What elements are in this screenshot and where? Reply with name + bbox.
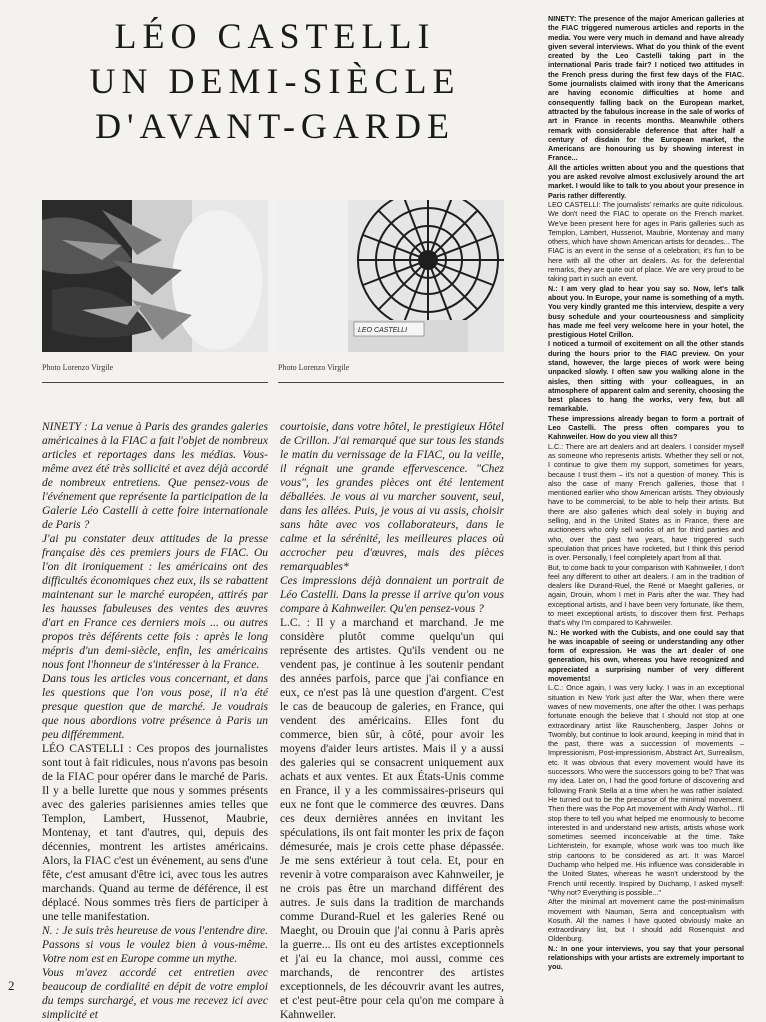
paragraph: LÉO CASTELLI : Ces propos des journalistes sont tout à fait ridicules, nous n'avons pas besoin de la FIAC pour opérer dans le marché de Paris. Il y a belle lurette que nous y sommes présents avec des galeries parisiennes amies telles que Templon, Lambert, Hussenot, Maubrie, Montenay, et tant d'autres, qui, depuis des décennies, montrent les artistes américains. Alors, la FIAC c'est un événement, au sens d'une fête, c'est amusant d'être ici, avec tous les autres marchands. Quand au terme de déférence, il est déplacé. Nous sommes très fiers de participer à une telle manifestation. bbox=[42, 743, 268, 923]
french-text-column-2 bbox=[280, 420, 504, 1022]
title-line-2: UN DEMI-SIÈCLE bbox=[89, 61, 461, 101]
paragraph: Dans tous les articles vous concernant, et dans les questions que l'on vous pose, il n'a été presque question que de marché. Je voudrais que nous abordions votre présence à Paris un peu différemment. bbox=[42, 673, 268, 741]
paragraph: Vous m'avez accordé cet entretien avec beaucoup de cordialité en dépit de votre emploi du temps surchargé, et vous me recevez ici avec simplicité et bbox=[42, 967, 268, 1021]
stand-sign-text: LEO CASTELLI bbox=[358, 327, 408, 334]
paragraph: N.: He worked with the Cubists, and one could say that he was incapable of seeing or understanding any other form of expression. He was the art dealer of one generation, his own, whereas you have recognized and appreciated a surprising number of very different movements! bbox=[548, 627, 744, 684]
paragraph: courtoisie, dans votre hôtel, le prestigieux Hôtel de Crillon. J'ai remarqué que sur tous les stands le matin du vernissage de la FIAC, ou la veille, il régnait une grande effervescence. "Chez vous", les grandes pièces ont été lentement déballées. Je vous ai vu marcher souvent, seul, dans les allées. Puis, je vous ai vu assis, choisir sans hâte avec vos collaborateurs, dans le calme et la sérénité, les meilleures places où accrocher peu d'œuvres, mais des pièces remarquables* bbox=[280, 421, 504, 573]
page-number: 2 bbox=[8, 978, 15, 993]
paragraph: NINETY: The presence of the major American galleries at the FIAC triggered numerous articles and reports in the media. You were very much in demand and have already given several interviews. What do you think of the event created by the Leo Castelli taking part in the international Paris trade fair? I noticed two attitudes in the French press during the first few days of the FIAC. Some journalists claimed with irony that the Americans are having economic difficulties at home and consequently falling back on the European market, attracted by the fabulous increase in the sale of works of art in France in recents months. Meanwhile others remark with considerable deference that after half a century of disdain for the European market, the Americans are honouring us by showing interest in France... bbox=[548, 14, 744, 163]
paragraph: L.C.: Once again, I was very lucky. I was in an exceptional situation in New York just after the War, when there were waves of new movements, one after the other. I was perhaps fortunate enough the believe that I should not stop at one extraordinary artist like Rauschenberg, Jasper Johns or Twombly, but continue to look around, keeping in mind that in the past, there was a succession of movements – Impressionism, Post-impressionism, Abstract Art, Surrealism, etc. It was obvious that every movement would have its successors. Who were the successors going to be? That was my idea. Later on, I had the good fortune of discovering and following Frank Stella at a time when he was rather isolated. He turned out to be the precursor of the minimal movement. Then there was the Pop Art movement with Andy Warhol... I'll stop there to tell you what helped me enormously to become interested in and understand new artists, artists whose work sometimes seemed inconceivable at the time. Take Lichtenstein, for example, whose work was too much like strip cartoons to be considered as art. It was Marcel Duchamp who helped me. His influence was considerable in the United States, whereas he wasn't understood by the French until recently. Inspired by Duchamp, I asked myself: "Why not? Everything is possible..." bbox=[548, 683, 744, 897]
paragraph: LEO CASTELLI: The journalists' remarks are quite ridiculous. We don't need the FIAC to operate on the French market. We've been present here for ages in Paris galleries such as Templon, Lambert, Hussenot, Maubrie, Montenay and many others, which have shown American artists for decades... The FIAC is an event in the sense of a celebration; it's fun to be here with all the other art dealers. As for the deferential remarks, they are quite out of place. We are very proud to be taking part in such an event. bbox=[548, 199, 744, 284]
paragraph: All the articles written about you and the questions that you are asked revolve almost exclusively around the art market. I would like to talk to you about your presence in Paris rather differently. bbox=[548, 162, 744, 200]
photo-caption-2: Photo Lorenzo Virgile bbox=[278, 363, 350, 372]
article-title bbox=[40, 14, 510, 149]
paragraph: L.C.: There are art dealers and art dealers. I consider myself as someone who represents artists. Whether they sell or not, I continue to give them my support, sometimes for years, because I trust them – it's not a question of money. This is also the case of many French galleries, those that I mentioned earlier who show American artists. They obviously have to be commercial, to be able to help their artists. But there are also galleries which deal solely in buying and selling, and in the United States as in France, there are auctioneers who only sell works of art for third parties and who, over the past two years, have triggered such speculation that prices have rocketed, but I think this period is over. Personally, I feel completely apart from all that. bbox=[548, 441, 744, 563]
caption-rule-1 bbox=[42, 382, 268, 383]
paragraph: These impressions already began to form a portrait of Leo Castelli. The press often compares you to Kahnweiler. How do you view all this? bbox=[548, 413, 744, 442]
paragraph: I noticed a turmoil of excitement on all the other stands during the hours prior to the FIAC preview. On your stand, however, the large pieces of work were being unpacked slowly. I often saw you walking alone in the aisles, then sitting with your colleagues, in an atmosphere of apparent calm and serenity, choosing the best places to hang the works, very few, but all remarkable. bbox=[548, 339, 744, 414]
paragraph: N.: I am very glad to hear you say so. Now, let's talk about you. In Europe, your name is something of a myth. You very kindly granted me this interview, despite a very busy schedule and your courteousness and simplicity has made me feel very welcome here in your hotel, the prestigious Hotel Crillon. bbox=[548, 283, 744, 340]
title-line-3: D'AVANT-GARDE bbox=[95, 106, 455, 146]
title-line-1: LÉO CASTELLI bbox=[114, 16, 436, 56]
paragraph: Ces impressions déjà donnaient un portrait de Léo Castelli. Dans la presse il arrive qu'on vous compare à Kahnweiler. Qu'en pensez-vous ? bbox=[280, 575, 504, 615]
photo-glass-dome bbox=[278, 200, 504, 352]
english-text-column bbox=[548, 14, 744, 972]
paragraph: L.C. : Il y a marchand et marchand. Je me considère plutôt comme quelqu'un qui représente des artistes. Qu'ils vendent ou ne vendent pas, je continue à les soutenir pendant des années parfois, parce que j'ai confiance en eux, ce n'est pas là une question d'argent. C'est le cas de beaucoup de galeries, en France, qui vendent des américains. Elles font du commerce, bien sûr, à côté, pour avoir les moyens d'aider leurs artistes. Mais il y a aussi des galeries qui se consacrent uniquement aux achats et aux ventes. Et aux États-Unis comme en France, il y a les commissaires-priseurs qui eux ne font que le commerce des œuvres. Dans ces deux dernières années en invitant les spéculations, ils ont fait monter les prix de façon démesurée, mais je crois cette phase dépassée. Je me sens extérieur à tout cela. Et, pour en revenir à votre comparaison avec Kahnweiler, je ne crois pas être un marchand différent des autres. Je suis dans la tradition de marchands comme Durand-Ruel et les galeries René ou Maeght, ou Drouin que j'ai connu à Paris après la guerre... Ils ont eu des artistes exceptionnels et j'ai eu la chance, moi aussi, comme ces marchands, de rencontrer des artistes exceptionnels, de les découvrir avant les autres, et c'est peut-être pour cela qu'on me compare à Kahnweiler. bbox=[280, 617, 504, 1021]
paragraph: N. : Je suis très heureuse de vous l'entendre dire. Passons si vous le voulez bien à vous-même. Votre nom est en Europe comme un mythe. bbox=[42, 925, 268, 965]
paragraph: N.: In one your interviews, you say that your personal relationships with your artists are extremely important to you. bbox=[548, 943, 744, 972]
caption-rule-2 bbox=[278, 382, 504, 383]
photo-caption-1: Photo Lorenzo Virgile bbox=[42, 363, 114, 372]
paragraph: J'ai pu constater deux attitudes de la presse française dès ces premiers jours de FIAC. Ou l'on dit ironiquement : les américains ont des difficultés économiques chez eux, ils se rabattent maintenant sur le marché européen, attirés par les hausses fabuleuses des ventes des œuvres d'art en France ces derniers mois ... ou autres propos très déférents cette fois : après le long mépris d'un demi-siècle, enfin, les américains nous font l'honneur de s'intéresser à la France. bbox=[42, 533, 268, 671]
paragraph: After the minimal art movement came the post-minimalism movement with Nauman, Serra and conceptualism with Kosuth. All the names I have quoted obviously make an extraordinary list, but I should add Rosenquist and Oldenburg. bbox=[548, 897, 744, 944]
photo-sculpture bbox=[42, 200, 268, 352]
french-text-column-1 bbox=[42, 420, 268, 1022]
paragraph: NINETY : La venue à Paris des grandes galeries américaines à la FIAC a fait l'objet de nombreux articles et reportages dans les médias. Vous-même avez été très sollicité et avez déjà accordé de nombreux entretiens. Que pensez-vous de l'événement que représente la participation de la Galerie Léo Castelli à cette foire internationale de Paris ? bbox=[42, 421, 268, 531]
paragraph: But, to come back to your comparison with Kahnweiler, I don't feel any different to other art dealers. I am in the tradition of dealers like Durand-Ruel, the René or Maeght galleries, or again, Drouin, whom I met in Paris after the war. They had exceptional artists, and I have been very fortunate, like them, to meet exceptional artists, to discover them first. Perhaps that's why I'm compared to Kahnweiler. bbox=[548, 562, 744, 628]
